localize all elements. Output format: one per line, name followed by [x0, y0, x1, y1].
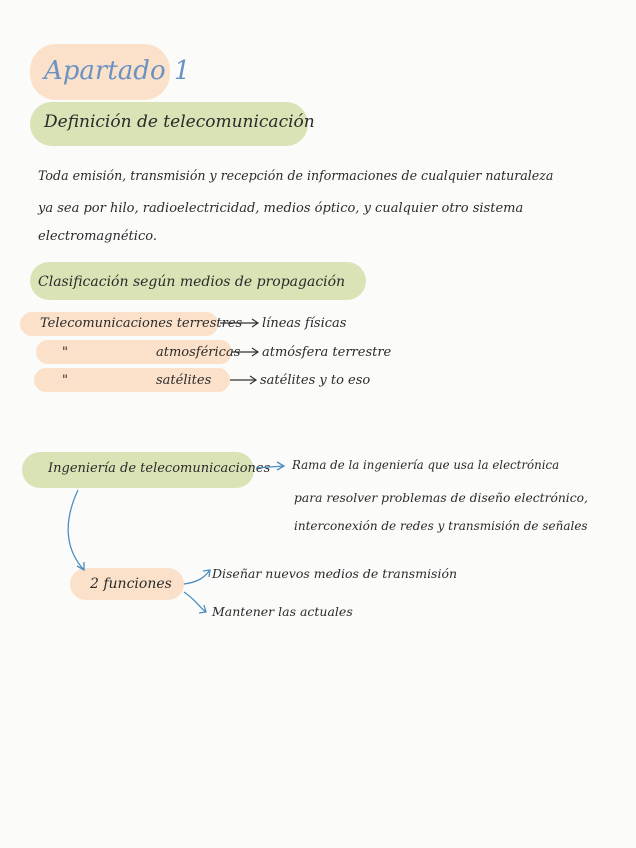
ditto-mark: ": [62, 373, 68, 388]
engineering-heading: Ingeniería de telecomunicaciones: [48, 461, 271, 476]
arrow-right-icon: [230, 376, 256, 384]
row-result: satélites y to eso: [260, 373, 371, 388]
page-title: Apartado 1: [44, 56, 191, 86]
ditto-mark: ": [62, 345, 68, 360]
definition-line-1: Toda emisión, transmisión y recepción de informaciones de cualquier naturaleza: [38, 168, 554, 183]
row-result: líneas físicas: [262, 316, 347, 331]
black-arrows: [220, 319, 258, 384]
arrow-down-right-icon: [184, 592, 206, 613]
row-label: satélites: [156, 373, 212, 388]
engineering-def-line-2: para resolver problemas de diseño electrónico,: [294, 491, 588, 505]
functions-label: 2 funciones: [90, 576, 172, 592]
definition-heading: Definición de telecomunicación: [44, 112, 315, 132]
classification-heading: Clasificación según medios de propagación: [38, 274, 346, 290]
definition-line-3: electromagnético.: [38, 229, 157, 244]
arrow-down-icon: [68, 490, 84, 570]
engineering-def-line-3: interconexión de redes y transmisión de señales: [294, 519, 588, 533]
arrow-up-right-icon: [184, 570, 210, 584]
row-label: atmosféricas: [156, 345, 241, 360]
arrow-right-icon: [232, 348, 258, 356]
arrow-right-icon: [256, 462, 284, 470]
engineering-def-line-1: Rama de la ingeniería que usa la electrónica: [292, 458, 560, 472]
arrow-right-icon: [220, 319, 258, 327]
definition-line-2: ya sea por hilo, radioelectricidad, medios óptico, y cualquier otro sistema: [38, 201, 524, 216]
function-2: Mantener las actuales: [212, 604, 353, 619]
row-label: Telecomunicaciones terrestres: [40, 316, 243, 331]
blue-arrows: [68, 462, 284, 613]
function-1: Diseñar nuevos medios de transmisión: [212, 566, 458, 581]
row-result: atmósfera terrestre: [262, 345, 392, 360]
